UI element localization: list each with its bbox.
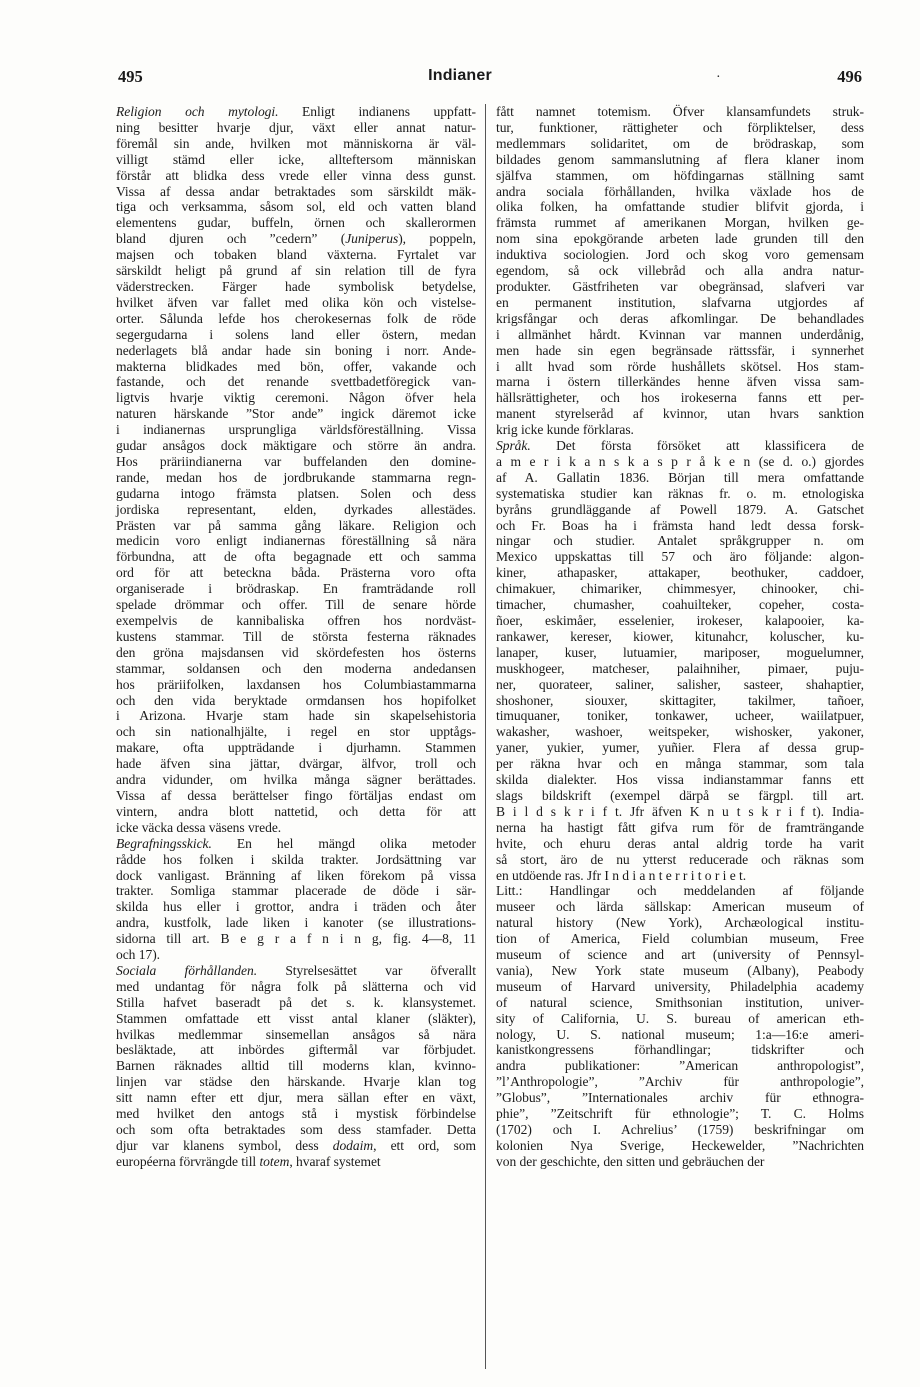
text-line — [496, 1154, 864, 1170]
text-line — [116, 915, 476, 931]
text-line — [116, 295, 476, 311]
text-line — [116, 629, 476, 645]
text-run: of natural science, Smithsonian institution, univer- — [496, 994, 864, 1010]
text-run: exempelvis de kannibaliska offren hos nordväst- — [116, 613, 476, 628]
text-line — [496, 502, 864, 518]
italic-text-run: Religion och mytologi. — [116, 104, 279, 119]
text-run: makare, ofta uppträdande i djurhamn. Stammen — [116, 740, 476, 756]
text-run: dock vanligast. Bränning af liken förekom på vissa — [116, 867, 476, 883]
text-line — [116, 820, 476, 836]
text-run: hvilket äfven var fallet med olika kön och vistelse- — [116, 294, 476, 310]
text-run: själfva stammen, om höfdingarnas ställning samt — [496, 167, 864, 183]
text-run: andra vidunder, om hvilka många sägner berättades. — [116, 772, 476, 788]
text-line — [116, 263, 476, 279]
text-line — [116, 311, 476, 327]
text-run: villigt stämd eller icke, allteftersom människan — [116, 151, 476, 167]
text-run: elementens gudar, buffeln, örnen och skallerormen — [116, 215, 476, 231]
italic-text-run: Begrafningsskick. — [116, 835, 212, 851]
text-line — [496, 215, 864, 231]
text-line — [116, 931, 476, 947]
text-line — [116, 693, 476, 709]
text-line — [496, 279, 864, 295]
text-run: induktiva sociologien. Jord och skog voro gemensam — [496, 247, 864, 263]
text-run: tiga och verksamma, såsom sol, eld och vatten bland — [116, 199, 476, 215]
text-run: nederlagets blå andar hade sin boning i norr. Ande- — [116, 342, 476, 358]
text-line — [116, 581, 476, 597]
text-run: fått namnet totemism. Öfver klansamfundets struk- — [496, 104, 864, 119]
text-run: rankawer, kereser, kiower, kitunahcr, koluscher, ku- — [496, 628, 864, 644]
text-run: , hvaraf systemet — [289, 1153, 381, 1169]
text-line — [496, 1074, 864, 1090]
text-run: timuquaner, toniker, tonkawer, ucheer, waiilatpuer, — [496, 708, 864, 724]
text-line — [116, 343, 476, 359]
text-line — [496, 422, 864, 438]
text-run: egendom, så ock villebråd och alla andra natur- — [496, 263, 864, 279]
text-line — [496, 661, 864, 677]
text-line — [116, 152, 476, 168]
text-line — [496, 708, 864, 724]
text-line — [116, 1090, 476, 1106]
text-line — [116, 104, 476, 120]
text-run: ner, quorateer, saliner, salisher, sasteer, shahaptier, — [496, 676, 864, 692]
text-line — [116, 756, 476, 772]
text-line — [116, 740, 476, 756]
header-dot: · — [716, 70, 721, 85]
text-run: natural history (New York), Archæological institu- — [496, 915, 864, 931]
text-run: en utdöende ras. Jfr I n d i a n t e r r i t o r i e t. — [496, 867, 747, 883]
italic-text-run: Sociala förhållanden. — [116, 962, 258, 978]
text-run: Litt.: Handlingar och meddelanden af följande — [496, 883, 864, 899]
text-run: ”l’Anthropologie”, ”Archiv für anthropologie”, — [496, 1074, 864, 1090]
italic-text-run: Juniperus — [345, 231, 399, 247]
text-line — [116, 979, 476, 995]
text-run: krigsfångar och deras afkomlingar. De behandlades — [496, 310, 864, 326]
text-run: shoshoner, siouxer, skittagiter, takilmer, tañoer, — [496, 692, 864, 708]
text-run: så stort, äro de nu ytterst reducerade och räknas som — [496, 851, 864, 867]
text-line — [496, 804, 864, 820]
text-line — [116, 613, 476, 629]
text-run: linjen var städse den härskande. Hvarje klan tog — [116, 1074, 476, 1090]
text-line — [116, 1106, 476, 1122]
text-run: i indianernas ursprungliga världsföreställning. Vissa — [116, 422, 476, 438]
text-line — [116, 852, 476, 868]
text-run: i allt hvad som rörde hushållets skötsel. Hos stam- — [496, 358, 864, 374]
right-text-column — [496, 104, 864, 1170]
text-run: ligtvis hvarje viktig ceremoni. Någon öfver hela — [116, 390, 476, 406]
text-run: djur var klanens symbol, dess — [116, 1137, 333, 1153]
text-line — [116, 645, 476, 661]
text-line — [496, 947, 864, 963]
text-line — [496, 788, 864, 804]
text-line — [116, 327, 476, 343]
text-line — [496, 915, 864, 931]
text-line — [116, 374, 476, 390]
text-line — [116, 788, 476, 804]
text-line — [496, 1106, 864, 1122]
text-line — [496, 1027, 864, 1043]
text-run: och den vida beryktade ormdansen hos hopifolket — [116, 692, 476, 708]
text-line — [496, 1090, 864, 1106]
text-run: manent styrelseråd af kvinnor, utan hvars sanktion — [496, 406, 864, 422]
text-run: systematiska studier kan räknas fr. o. m. etnologiska — [496, 485, 864, 501]
text-run: Det första försöket att klassificera de — [530, 438, 864, 454]
text-run: trakter. Somliga stammar placerade de döde i sär- — [116, 883, 476, 899]
text-run: och Fr. Boas ha i främsta hand ledt dessa forsk- — [496, 517, 864, 533]
text-line — [496, 613, 864, 629]
text-run: yaner, yukier, yumer, yuñier. Flera af dessa grup- — [496, 740, 864, 756]
text-run: med hvilket den antogs stå i mystisk förbindelse — [116, 1106, 476, 1122]
text-run: makterna blidkades med bön, offer, vakande och — [116, 358, 476, 374]
text-run: Barnen räknades alltid till moderns klan, kvinno- — [116, 1058, 476, 1074]
text-line — [496, 724, 864, 740]
italic-text-run: totem — [259, 1153, 290, 1169]
text-run: i Arizona. Hvarje stam hade sin skapelsehistoria — [116, 708, 476, 724]
text-line — [116, 708, 476, 724]
text-run: Mexico uppskattas till 57 och äro följande: algon- — [496, 549, 864, 565]
text-run: olika folken, ha omfattande studier blifvit gjorda, i — [496, 199, 864, 215]
text-run: skilda dialekter. Hos vissa indianstammar fanns ett — [496, 772, 864, 788]
text-line — [116, 1122, 476, 1138]
text-line — [116, 120, 476, 136]
text-line — [116, 359, 476, 375]
text-run: jordiska representant, elden, dyrkades allestädes. — [116, 501, 476, 517]
text-run: och 17). — [116, 947, 160, 963]
italic-text-run: dodaim — [332, 1137, 374, 1153]
text-line — [496, 470, 864, 486]
text-run: hade äfven sina jättar, dvärgar, älfvor, troll och — [116, 756, 476, 772]
text-run: och sin nationalhjälte, i regel en stor upptågs- — [116, 724, 476, 740]
text-run: sidorna till art. B e g r a f n i n g, fig. 4—8, 11 — [116, 931, 476, 947]
text-line — [496, 104, 864, 120]
text-line — [116, 995, 476, 1011]
text-run: nom sina epokgörande arbeten lade grunden till den — [496, 231, 864, 247]
text-line — [116, 279, 476, 295]
text-line — [496, 311, 864, 327]
text-line — [116, 868, 476, 884]
text-run: hvilkas medlemmar sinsemellan ansågos så nära — [116, 1026, 476, 1042]
text-run: chimakuer, chimariker, chimmesyer, chinooker, chi- — [496, 581, 864, 597]
text-run: ord för att beteckna båda. Prästerna voro ofta — [116, 565, 476, 581]
text-line — [116, 597, 476, 613]
text-line — [496, 836, 864, 852]
column-divider — [485, 104, 486, 1369]
text-line — [496, 374, 864, 390]
text-line — [496, 1122, 864, 1138]
left-text-column — [116, 104, 476, 1170]
italic-text-run: Språk. — [496, 438, 531, 454]
text-line — [496, 231, 864, 247]
text-line — [116, 454, 476, 470]
text-line — [496, 486, 864, 502]
text-run: rande, medan hos de jordbrukande stammarna regn- — [116, 469, 476, 485]
text-run: phie”, ”Zeitschrift für ethnologie”; T. C. Holms — [496, 1106, 864, 1122]
text-line — [496, 1042, 864, 1058]
text-line — [116, 247, 476, 263]
text-run: hos präriifolken, laxdansen hos Columbiastammarna — [116, 676, 476, 692]
text-run: majsen och tobaken bland växterna. Fyrtalet var — [116, 247, 476, 263]
text-line — [496, 820, 864, 836]
text-line — [116, 963, 476, 979]
text-run: ning besitter hvarje djur, växt eller annat natur- — [116, 119, 476, 135]
text-line — [116, 724, 476, 740]
text-run: Stilla hafvet baseradt på det s. k. klansystemet. — [116, 994, 476, 1010]
text-line — [496, 168, 864, 184]
text-run: sitt namn efter ett djur, mera sällan efter en växt, — [116, 1090, 476, 1106]
text-run: wakasher, washoer, weitspeker, wishosker, yakoner, — [496, 724, 864, 740]
text-run: skilda hus eller i grottor, andra i träden och åter — [116, 899, 476, 915]
text-line — [496, 343, 864, 359]
text-run: bildades genom sammanslutning af flera klaner inom — [496, 151, 864, 167]
text-run: stammar, soldansen och den moderna andedansen — [116, 660, 476, 676]
text-run: En hel mängd olika metoder — [211, 835, 476, 851]
text-line — [116, 1042, 476, 1058]
text-line — [116, 549, 476, 565]
text-run: a m e r i k a n s k a s p r å k e n (se d. o.) gjordes — [496, 453, 864, 469]
text-run: förbundna, att de ofta begagnade ett och samma — [116, 549, 476, 565]
text-line — [116, 184, 476, 200]
text-run: tion of America, Field columbian museum, Free — [496, 931, 864, 947]
text-run: kiner, athapasker, attakaper, beothuker, caddoer, — [496, 565, 864, 581]
text-run: i allmänhet hårdt. Kvinnan var mannen underdånig, — [496, 326, 864, 342]
text-line — [116, 1154, 476, 1170]
text-run: museum of science and art (university of Pennsyl- — [496, 947, 864, 963]
text-line — [496, 645, 864, 661]
text-run: men hade sin egen begränsade rättssfär, i synnerhet — [496, 342, 864, 358]
text-line — [496, 438, 864, 454]
text-run: andra sociala förhållanden, hvilka växlade hos de — [496, 183, 864, 199]
text-line — [496, 406, 864, 422]
text-run: byråns grundläggande af Powell 1879. A. Gatschet — [496, 501, 864, 517]
text-run: naturen härskande ”Stor ande” ingick däremot icke — [116, 406, 476, 422]
text-line — [496, 597, 864, 613]
text-line — [496, 327, 864, 343]
text-line — [496, 136, 864, 152]
text-run: Enligt indianens uppfatt- — [278, 104, 476, 119]
text-run: vania), New York state museum (Albany), Peabody — [496, 962, 864, 978]
text-line — [496, 693, 864, 709]
text-run: , ett ord, som — [373, 1137, 477, 1153]
text-run: kanistkongressens förhandlingar; tidskrifter och — [496, 1042, 864, 1058]
running-header — [0, 67, 920, 91]
text-run: förstår att blidka dess vrede eller vinna dess gunst. — [116, 167, 476, 183]
text-run: ), poppeln, — [398, 231, 476, 247]
text-line — [116, 883, 476, 899]
running-title: Indianer — [428, 67, 492, 84]
text-run: muskhogeer, matcheser, palaihniher, pimaer, puju- — [496, 660, 864, 676]
text-line — [496, 565, 864, 581]
text-run: B i l d s k r i f t. Jfr äfven K n u t s k r i f t). India- — [496, 803, 864, 819]
text-line — [496, 677, 864, 693]
text-run: af A. Gallatin 1836. Början till mera omfattande — [496, 469, 864, 485]
text-line — [116, 406, 476, 422]
text-run: föremål sin ande, hvilken mot människorna är väl- — [116, 135, 476, 151]
text-line — [116, 1074, 476, 1090]
text-run: museer och lärda sällskap: American museum of — [496, 899, 864, 915]
text-run: hvite, och ehuru deras antal aldrig torde ha varit — [496, 835, 864, 851]
text-run: Hos präriindianerna var buffelanden den domine- — [116, 453, 476, 469]
text-run: kolonien Nya Sverige, Heckewelder, ”Nachrichten — [496, 1137, 864, 1153]
text-run: främsta rummet af amerikanen Morgan, hvilken ge- — [496, 215, 864, 231]
text-run: medicin voro enligt indianernas föreställning så nära — [116, 533, 476, 549]
text-line — [116, 422, 476, 438]
text-run: Prästen var på samma gång läkare. Religion och — [116, 517, 476, 533]
text-run: ñoer, eskimåer, esselenier, irokeser, kalapooier, ka- — [496, 613, 864, 628]
text-run: gudarna intogo främsta platsen. Solen och dess — [116, 485, 476, 501]
text-run: segergudarna i solens land eller östern, medan — [116, 326, 476, 342]
text-run: museum of Harvard university, Philadelphia academy — [496, 978, 864, 994]
text-line — [496, 852, 864, 868]
text-line — [496, 979, 864, 995]
text-line — [116, 836, 476, 852]
text-run: Vissa af dessa andar betraktades som särskildt mäk- — [116, 183, 476, 199]
text-run: Styrelsesättet var öfverallt — [257, 962, 476, 978]
text-line — [116, 804, 476, 820]
text-run: medlemmars solidaritet, om de brödraskap, som — [496, 135, 864, 151]
text-run: med undantag för några folk på slätterna och vid — [116, 978, 476, 994]
text-line — [496, 772, 864, 788]
text-line — [496, 963, 864, 979]
text-line — [116, 215, 476, 231]
text-line — [496, 120, 864, 136]
text-run: och som ofta betraktades som dess stamfader. Detta — [116, 1122, 476, 1137]
text-line — [116, 772, 476, 788]
text-run: krig icke kunde förklaras. — [496, 422, 634, 438]
text-line — [116, 899, 476, 915]
text-run: icke väcka dessa väsens vrede. — [116, 819, 282, 835]
text-line — [116, 502, 476, 518]
text-run: andra publikationer: ”American anthropologist”, — [496, 1058, 864, 1074]
text-line — [116, 677, 476, 693]
text-line — [116, 661, 476, 677]
text-line — [116, 1138, 476, 1154]
text-line — [496, 899, 864, 915]
text-line — [496, 454, 864, 470]
text-run: von der geschichte, den sitten und gebräuchen der — [496, 1153, 765, 1169]
text-run: spelade drömmar och offer. Till de senare hörde — [116, 597, 476, 613]
text-line — [496, 390, 864, 406]
text-run: ningar och studier. Antalet språkgrupper n. om — [496, 533, 864, 549]
text-run: orter. Sålunda lefde hos cherokesernas folk de röde — [116, 310, 476, 326]
text-line — [496, 247, 864, 263]
text-run: ”Globus”, ”Internationales archiv für ethnogra- — [496, 1090, 864, 1106]
text-line — [496, 263, 864, 279]
text-run: en permanent institution, slafvarna utgjordes af — [496, 294, 864, 310]
page-number-left: 495 — [118, 67, 143, 86]
text-line — [116, 518, 476, 534]
text-run: per räkna hvar och en många stammar, som tala — [496, 756, 864, 772]
text-run: den gröna majsdansen vid skördefesten hos österns — [116, 644, 476, 660]
text-line — [496, 931, 864, 947]
text-run: andra, kustfolk, lade liken i kanoter (se illustrations- — [116, 915, 476, 931]
text-run: gudar ansågos dock mäktigare och större än andra. — [116, 438, 476, 454]
text-run: produkter. Gästfriheten var obegränsad, slafveri var — [496, 278, 864, 294]
text-run: organiserade i brödraskap. En framträdande roll — [116, 581, 476, 597]
text-line — [496, 533, 864, 549]
text-line — [116, 486, 476, 502]
text-run: kustens stammar. Till de största festerna räknades — [116, 628, 476, 644]
text-line — [496, 152, 864, 168]
text-line — [116, 1011, 476, 1027]
text-run: besläktade, att inbördes giftermål var förbjudet. — [116, 1042, 476, 1058]
page-number-right: 496 — [837, 67, 862, 86]
text-run: sity of California, U. S. bureau of american eth- — [496, 1010, 864, 1026]
text-line — [116, 470, 476, 486]
text-line — [116, 1027, 476, 1043]
text-run: lanaper, kuser, lutuamier, mariposer, moguelumner, — [496, 644, 864, 660]
text-run: timacher, chumasher, coahuilteker, copeher, costa- — [496, 597, 864, 613]
text-line — [496, 629, 864, 645]
text-run: nerna ha hastigt fått gifva rum för de framträngande — [496, 819, 864, 835]
text-line — [116, 136, 476, 152]
text-line — [116, 533, 476, 549]
text-run: särskildt heligt på grund af sin relation till de fyra — [116, 263, 476, 279]
text-line — [116, 199, 476, 215]
text-line — [496, 199, 864, 215]
text-run: (1702) och I. Achrelius’ (1759) beskrifningar om — [496, 1122, 864, 1137]
text-line — [116, 438, 476, 454]
text-line — [116, 565, 476, 581]
text-run: väderstrecken. Färger hade symbolisk betydelse, — [116, 278, 476, 294]
text-line — [116, 390, 476, 406]
text-line — [116, 947, 476, 963]
text-line — [496, 549, 864, 565]
text-run: nology, U. S. national museum; 1:a—16:e ameri- — [496, 1026, 864, 1042]
text-line — [496, 1058, 864, 1074]
text-run: Vissa af dessa berättelser fingo förtäljas endast om — [116, 787, 476, 803]
text-run: tur, funktioner, rättigheter och förpliktelser, dess — [496, 119, 864, 135]
text-run: rådde hos folken i skilda trakter. Jordsättning var — [116, 851, 476, 867]
text-line — [116, 168, 476, 184]
text-run: européerna förvrängde till — [116, 1153, 260, 1169]
text-line — [496, 756, 864, 772]
text-line — [496, 1138, 864, 1154]
text-line — [496, 295, 864, 311]
text-run: slags bildskrift (exempel därpå se färgpl. till art. — [496, 787, 864, 803]
text-line — [496, 868, 864, 884]
text-run: hällsrättigheter, och hos irokeserna fanns ett per- — [496, 390, 864, 406]
text-line — [496, 184, 864, 200]
text-line — [116, 1058, 476, 1074]
text-run: Stammen omfattade ett visst antal klaner (släkter), — [116, 1010, 476, 1026]
text-line — [496, 581, 864, 597]
text-line — [496, 518, 864, 534]
text-line — [116, 231, 476, 247]
text-run: marna i östern tillerkändes henne äfven vissa sam- — [496, 374, 864, 390]
text-line — [496, 359, 864, 375]
text-line — [496, 740, 864, 756]
text-line — [496, 1011, 864, 1027]
text-line — [496, 883, 864, 899]
text-run: fastande, och det renande svettbadetföregick van- — [116, 374, 476, 390]
text-run: vintern, andra blott nattetid, och detta för att — [116, 803, 476, 819]
text-run: bland djuren och ”cedern” ( — [116, 231, 346, 247]
text-line — [496, 995, 864, 1011]
